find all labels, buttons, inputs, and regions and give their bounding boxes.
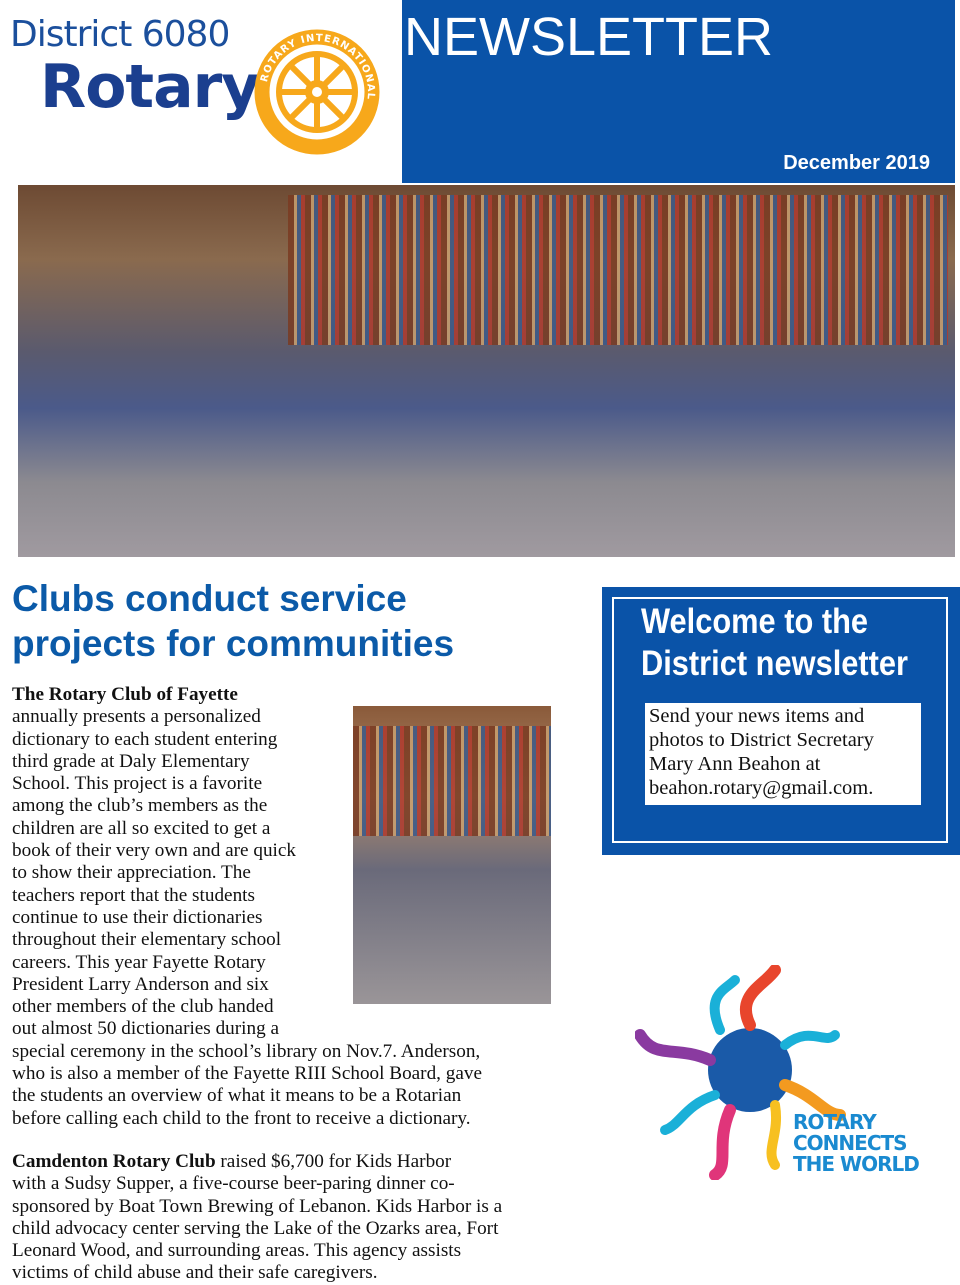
welcome-title: Welcome to the District newsletter: [641, 602, 909, 683]
newsletter-title: NEWSLETTER: [404, 7, 774, 67]
text-line: child advocacy center serving the Lake of the Ozarks area, Fort: [12, 1217, 499, 1239]
text-line: victims of child abuse and their safe caregivers.: [12, 1262, 378, 1284]
text-line: dictionary to each student entering: [12, 728, 278, 750]
text-line: book of their very own and are quick: [12, 840, 296, 862]
text-line: School. This project is a favorite: [12, 773, 263, 795]
submission-info: Send your news items and photos to District Secretary Mary Ann Beahon at beahon.rotary@gmail.com.: [645, 703, 921, 805]
text-line: throughout their elementary school: [12, 929, 282, 951]
text-line: Leonard Wood, and surrounding areas. This agency assists: [12, 1240, 462, 1262]
text-line: children are all so excited to get a: [12, 817, 271, 839]
text-line: the students an overview of what it means to be a Rotarian: [12, 1085, 462, 1107]
dictionary-handoff-photo: [353, 706, 551, 1004]
text-line: sponsored by Boat Town Brewing of Lebanon. Kids Harbor is a: [12, 1195, 503, 1217]
article-paragraph-2: Camdenton Rotary Club raised $6,700 for Kids Harbor with a Sudsy Supper, a five-course beer-paring dinner co- sponsored by Boat Town Brewing of Lebanon. Kids Harbor is a child advocacy center serving the Lake of the Ozarks area, Fort Leonard Wood, and surrounding areas. This agency assists victims of child abuse and their safe caregivers.: [12, 1151, 503, 1284]
text-line: annually presents a personalized: [12, 706, 261, 728]
text-line: teachers report that the students: [12, 884, 255, 906]
text-line: other members of the club handed: [12, 996, 274, 1018]
text-line: out almost 50 dictionaries during a: [12, 1018, 279, 1040]
text-line: President Larry Anderson and six: [12, 973, 269, 995]
rotary-wheel-icon: [253, 28, 381, 156]
text-line: third grade at Daly Elementary: [12, 750, 250, 772]
article-headline: [12, 576, 454, 666]
text-line: to show their appreciation. The: [12, 862, 251, 884]
rotary-wordmark: Rotary: [40, 52, 260, 122]
club-name: The Rotary Club of Fayette: [12, 684, 238, 705]
text-line: who is also a member of the Fayette RIII School Board, gave: [12, 1063, 482, 1085]
issue-date: December 2019: [783, 152, 930, 174]
text-line: careers. This year Fayette Rotary: [12, 951, 266, 973]
text-line: among the club’s members as the: [12, 795, 268, 817]
text-line: before calling each child to the front to receive a dictionary.: [12, 1107, 471, 1129]
text-line: continue to use their dictionaries: [12, 906, 263, 928]
text-line: with a Sudsy Supper, a five-course beer-paring dinner co-: [12, 1173, 455, 1195]
text-line: special ceremony in the school’s library on Nov.7. Anderson,: [12, 1040, 481, 1062]
headline-line: projects for communities: [12, 623, 455, 664]
district-name: District 6080: [10, 14, 230, 55]
rotary-connects-text: ROTARY CONNECTS THE WORLD: [793, 1110, 919, 1176]
headline-line: Clubs conduct service: [12, 578, 407, 619]
email-link[interactable]: beahon.rotary@gmail.com.: [649, 777, 874, 799]
club-name: Camdenton Rotary Club: [12, 1151, 216, 1172]
group-photo: [18, 185, 955, 557]
wheel-text: ROTARY INTERNATIONAL: [259, 32, 377, 101]
